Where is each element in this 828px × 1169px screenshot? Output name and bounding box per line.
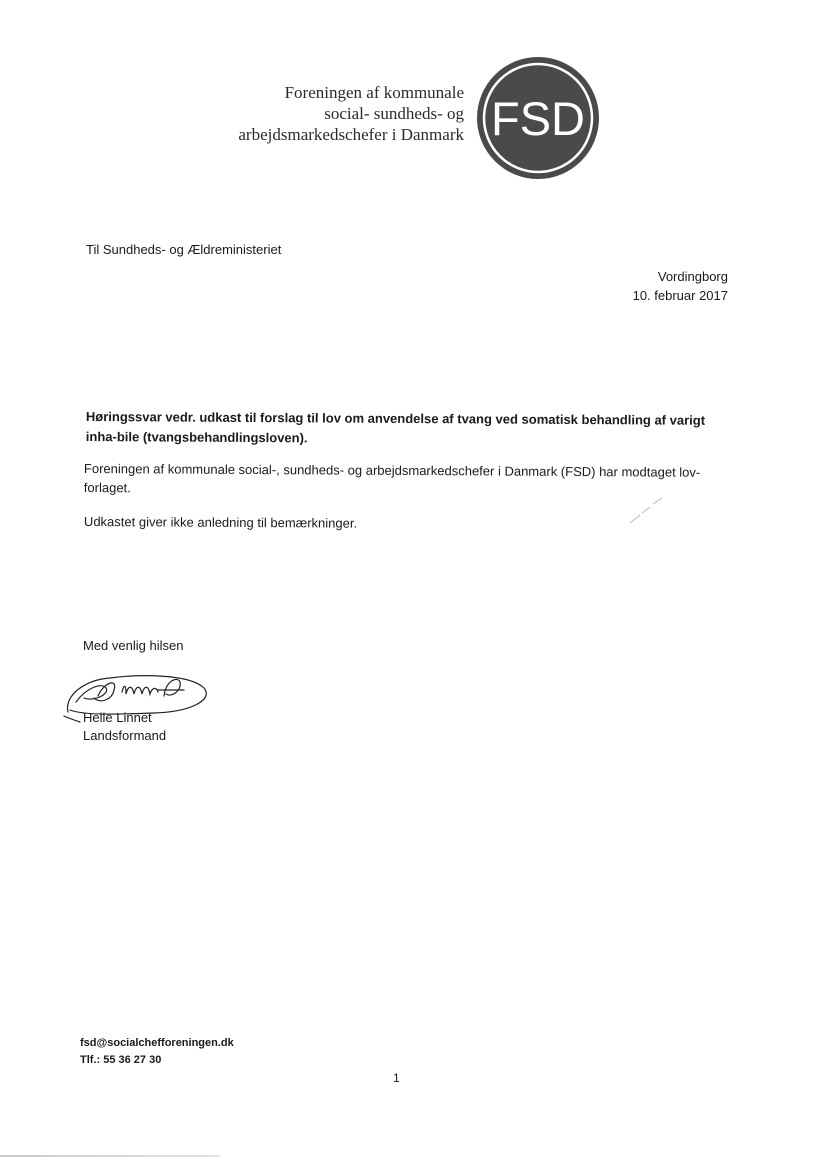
body-paragraph-2: Udkastet giver ikke anledning til bemærkninger.	[83, 514, 358, 531]
page-number: 1	[393, 1071, 400, 1085]
pen-mark	[628, 496, 664, 526]
footer-email: fsd@socialchefforeningen.dk	[80, 1037, 234, 1049]
place-date	[633, 267, 728, 305]
fsd-logo	[476, 56, 600, 180]
scan-edge-line	[0, 1155, 220, 1157]
subject-heading: Høringssvar vedr. udkast til forslag til lov om anvendelse af tvang ved somatisk behandling af varigt inha-bile (tvangsbehandlingsloven).	[85, 408, 706, 446]
organization-name	[238, 82, 464, 145]
closing: Med venlig hilsen	[83, 638, 184, 653]
org-name-line-2: social- sundheds- og	[324, 104, 464, 123]
org-name-line-1: Foreningen af kommunale	[284, 83, 464, 102]
footer-phone: Tlf.: 55 36 27 30	[80, 1054, 162, 1066]
signer-title: Landsformand	[83, 728, 167, 743]
org-name-line-3: arbejdsmarkedschefer i Danmark	[238, 125, 464, 144]
body-paragraph-1: Foreningen af kommunale social-, sundheds- og arbejdsmarkedschefer i Danmark (FSD) har modtaget lov-forlaget.	[83, 460, 701, 496]
logo-text: FSD	[491, 92, 585, 145]
recipient: Til Sundheds- og Ældreministeriet	[86, 242, 282, 257]
footer-contact	[80, 1035, 234, 1069]
place: Vordingborg	[657, 269, 728, 284]
date: 10. februar 2017	[632, 288, 728, 303]
signer-name: Helle Linnet	[83, 710, 152, 725]
